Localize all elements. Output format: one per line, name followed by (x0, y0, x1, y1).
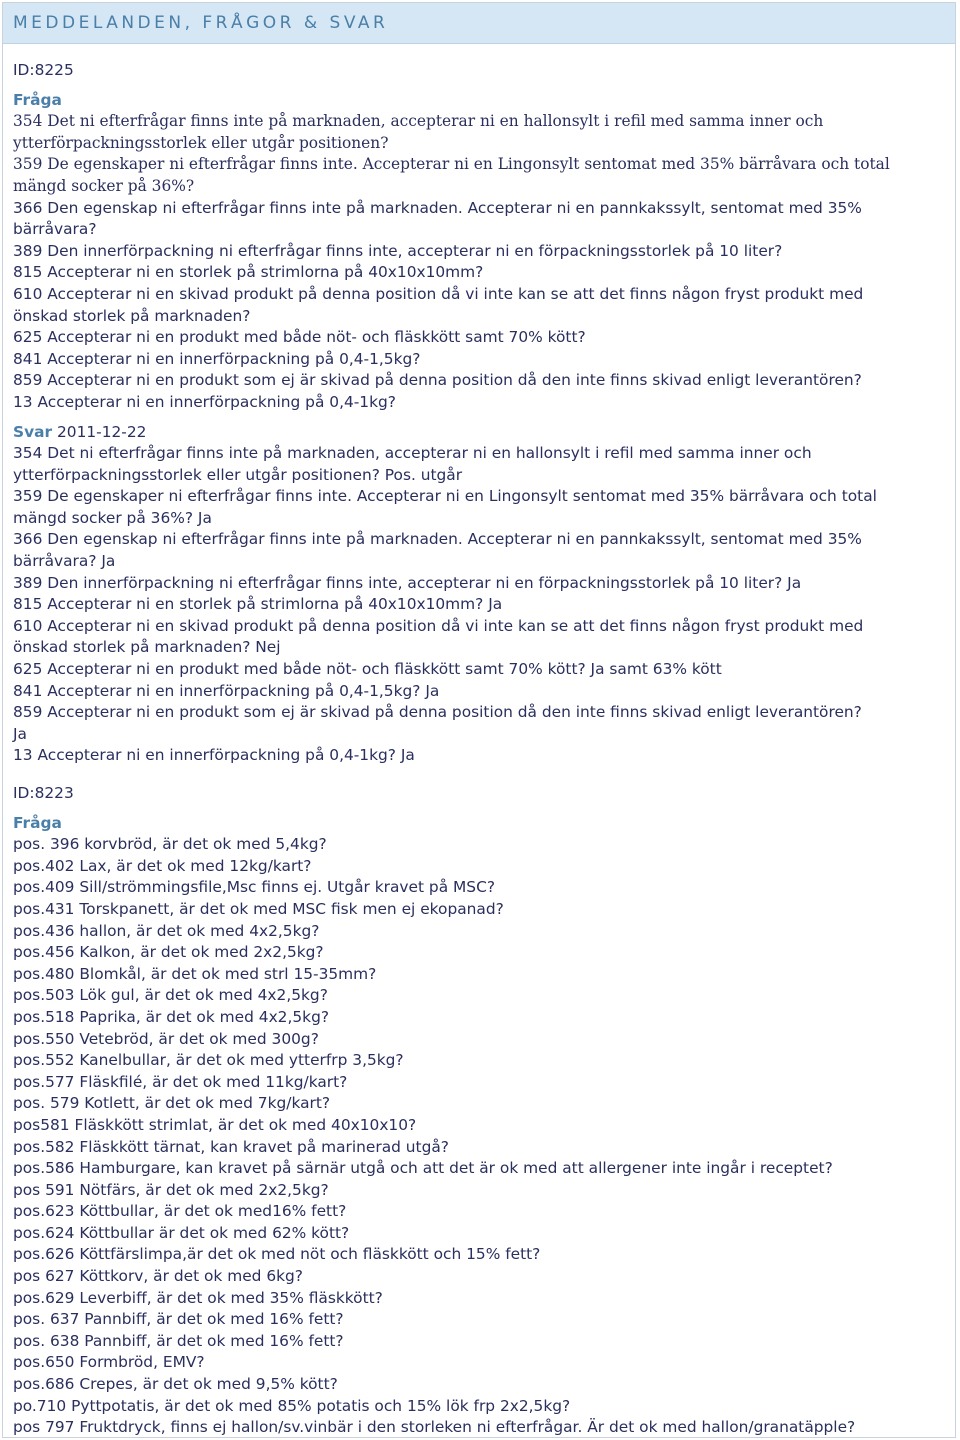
question-label: Fråga (13, 813, 62, 832)
question-line: 359 De egenskaper ni efterfrågar finns inte. Accepterar ni en Lingonsylt sentomat med 35% bärråvara och total (13, 155, 890, 174)
answer-date: 2011-12-22 (57, 422, 147, 441)
question-line: pos.503 Lök gul, är det ok med 4x2,5kg? (13, 986, 328, 1005)
entry-id: ID:8223 (13, 784, 74, 802)
answer-line: 815 Accepterar ni en storlek på strimlorna på 40x10x10mm? Ja (13, 595, 503, 614)
question-line: pos.624 Köttbullar är det ok med 62% kött? (13, 1223, 350, 1242)
question-line: pos.686 Crepes, är det ok med 9,5% kött? (13, 1375, 338, 1394)
question-line: 610 Accepterar ni en skivad produkt på denna position då vi inte kan se att det finns någon fryst produkt med (13, 284, 864, 303)
answer-line: 859 Accepterar ni en produkt som ej är skivad på denna position då den inte finns skivad enligt leverantören? (13, 703, 862, 722)
entry-id: ID:8225 (13, 61, 74, 79)
question-line: pos. 638 Pannbiff, är det ok med 16% fett? (13, 1331, 344, 1350)
question-line: pos.626 Köttfärslimpa,är det ok med nöt och fläskkött och 15% fett? (13, 1245, 541, 1264)
question-line: pos.586 Hamburgare, kan kravet på särnär utgå och att det är ok med att allergener inte ingår i receptet? (13, 1159, 833, 1178)
question-line: pos 627 Köttkorv, är det ok med 6kg? (13, 1267, 303, 1286)
question-line: 815 Accepterar ni en storlek på strimlorna på 40x10x10mm? (13, 263, 484, 282)
question-line: mängd socker på 36%? (13, 176, 195, 195)
question-body (13, 834, 955, 1438)
answer-line: Ja (13, 724, 27, 743)
answer-body (13, 443, 955, 767)
question-line: pos. 396 korvbröd, är det ok med 5,4kg? (13, 835, 327, 854)
answer-line: 625 Accepterar ni en produkt med både nöt- och fläskkött samt 70% kött? Ja samt 63% kött (13, 660, 722, 679)
answer-line: 354 Det ni efterfrågar finns inte på marknaden, accepterar ni en hallonsylt i refil med samma inner och (13, 444, 812, 463)
answer-header (13, 422, 955, 444)
answer-line: mängd socker på 36%? Ja (13, 508, 212, 527)
question-line: pos581 Fläskkött strimlat, är det ok med 40x10x10? (13, 1115, 417, 1134)
question-line: ytterförpackningsstorlek eller utgår positionen? (13, 133, 389, 152)
question-line: pos. 579 Kotlett, är det ok med 7kg/kart? (13, 1094, 331, 1113)
question-line: pos.480 Blomkål, är det ok med strl 15-35mm? (13, 964, 377, 983)
question-line: pos.402 Lax, är det ok med 12kg/kart? (13, 856, 312, 875)
question-line: bärråvara? (13, 220, 97, 239)
question-line: önskad storlek på marknaden? (13, 306, 251, 325)
question-line: 366 Den egenskap ni efterfrågar finns inte på marknaden. Accepterar ni en pannkakssylt, sentomat med 35% (13, 198, 862, 217)
message-entry (13, 60, 955, 767)
question-line: pos.431 Torskpanett, är det ok med MSC fisk men ej ekopanad? (13, 899, 504, 918)
question-line: 354 Det ni efterfrågar finns inte på marknaden, accepterar ni en hallonsylt i refil med samma inner och (13, 112, 824, 131)
section-header (3, 3, 955, 44)
question-line: 389 Den innerförpackning ni efterfrågar finns inte, accepterar ni en förpackningsstorlek på 10 liter? (13, 241, 783, 260)
question-line: pos 591 Nötfärs, är det ok med 2x2,5kg? (13, 1180, 329, 1199)
question-line: 13 Accepterar ni en innerförpackning på 0,4-1kg? (13, 392, 396, 411)
answer-line: 366 Den egenskap ni efterfrågar finns inte på marknaden. Accepterar ni en pannkakssylt, sentomat med 35% (13, 530, 862, 549)
answer-line: önskad storlek på marknaden? Nej (13, 638, 281, 657)
question-line: pos.577 Fläskfilé, är det ok med 11kg/kart? (13, 1072, 348, 1091)
question-line: pos.436 hallon, är det ok med 4x2,5kg? (13, 921, 320, 940)
question-line: pos.518 Paprika, är det ok med 4x2,5kg? (13, 1007, 330, 1026)
question-body (13, 111, 955, 413)
messages-content (3, 44, 955, 1438)
question-line: pos.409 Sill/strömmingsfile,Msc finns ej. Utgår kravet på MSC? (13, 878, 495, 897)
answer-line: ytterförpackningsstorlek eller utgår positionen? Pos. utgår (13, 465, 463, 484)
messages-panel (2, 2, 956, 1438)
question-line: 625 Accepterar ni en produkt med både nöt- och fläskkött samt 70% kött? (13, 328, 586, 347)
answer-line: 13 Accepterar ni en innerförpackning på 0,4-1kg? Ja (13, 746, 415, 765)
question-line: 859 Accepterar ni en produkt som ej är skivad på denna position då den inte finns skivad enligt leverantören? (13, 371, 862, 390)
section-title: MEDDELANDEN, FRÅGOR & SVAR (13, 13, 389, 33)
question-line: pos.629 Leverbiff, är det ok med 35% fläskkött? (13, 1288, 383, 1307)
question-line: pos.550 Vetebröd, är det ok med 300g? (13, 1029, 319, 1048)
question-line: pos 797 Fruktdryck, finns ej hallon/sv.vinbär i den storleken ni efterfrågar. Är det ok med hallon/granatäpple? (13, 1418, 856, 1437)
question-line: pos.650 Formbröd, EMV? (13, 1353, 205, 1372)
question-line: pos.552 Kanelbullar, är det ok med ytterfrp 3,5kg? (13, 1051, 404, 1070)
question-line: po.710 Pyttpotatis, är det ok med 85% potatis och 15% lök frp 2x2,5kg? (13, 1396, 571, 1415)
answer-line: 610 Accepterar ni en skivad produkt på denna position då vi inte kan se att det finns någon fryst produkt med (13, 616, 864, 635)
answer-line: bärråvara? Ja (13, 552, 116, 571)
answer-line: 359 De egenskaper ni efterfrågar finns inte. Accepterar ni en Lingonsylt sentomat med 35% bärråvara och total (13, 487, 877, 506)
answer-line: 389 Den innerförpackning ni efterfrågar finns inte, accepterar ni en förpackningsstorlek på 10 liter? Ja (13, 573, 802, 592)
question-line: 841 Accepterar ni en innerförpackning på 0,4-1,5kg? (13, 349, 421, 368)
question-line: pos.623 Köttbullar, är det ok med16% fett? (13, 1202, 347, 1221)
message-entry (13, 783, 955, 1438)
answer-line: 841 Accepterar ni en innerförpackning på 0,4-1,5kg? Ja (13, 681, 440, 700)
answer-label: Svar (13, 422, 53, 441)
question-line: pos.582 Fläskkött tärnat, kan kravet på marinerad utgå? (13, 1137, 449, 1156)
question-label: Fråga (13, 90, 62, 109)
question-line: pos.456 Kalkon, är det ok med 2x2,5kg? (13, 943, 324, 962)
question-line: pos. 637 Pannbiff, är det ok med 16% fett? (13, 1310, 344, 1329)
